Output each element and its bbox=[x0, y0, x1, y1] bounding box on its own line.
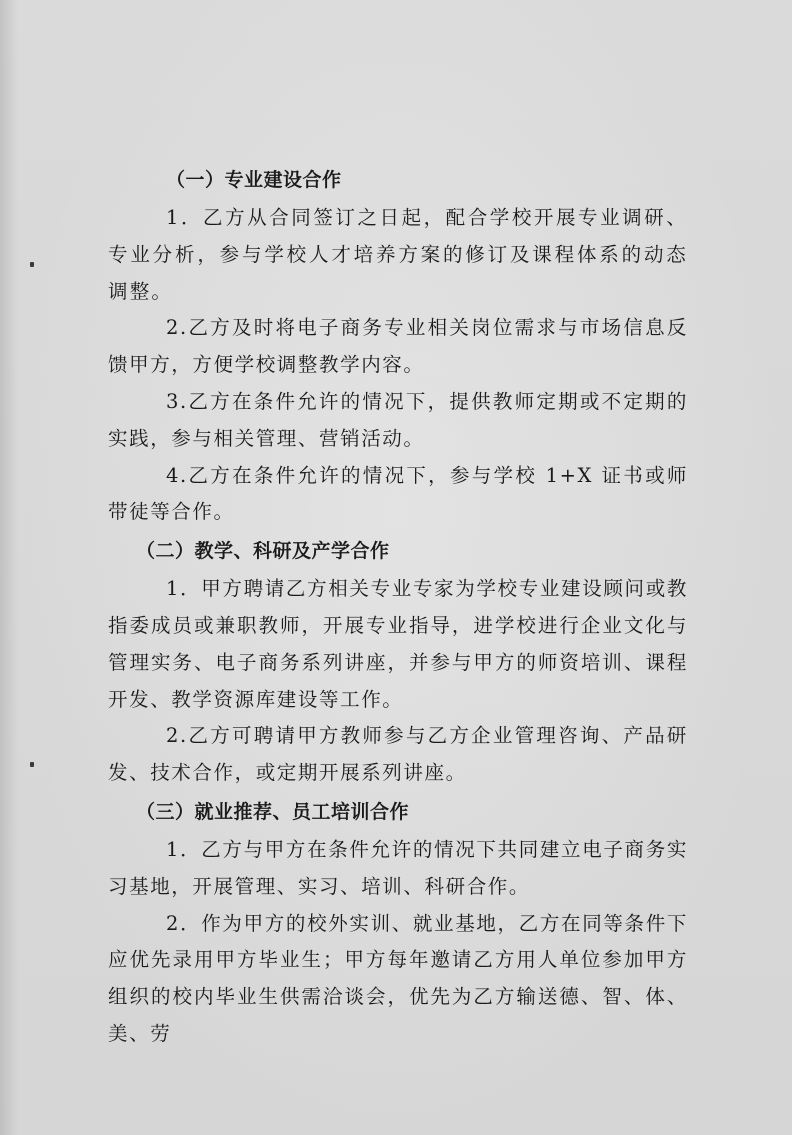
paragraph: 4.乙方在条件允许的情况下，参与学校 1+X 证书或师带徒等合作。 bbox=[108, 463, 688, 524]
section-heading: （二）教学、科研及产学合作 bbox=[136, 540, 390, 563]
document-body bbox=[108, 160, 688, 1053]
paragraph: 2．作为甲方的校外实训、就业基地，乙方在同等条件下应优先录用甲方毕业生；甲方每年邀请乙方用人单位参加甲方组织的校内毕业生供需洽谈会，优先为乙方输送德、智、体、美、劳 bbox=[108, 911, 688, 1045]
paragraph: 1．甲方聘请乙方相关专业专家为学校专业建设顾问或教指委成员或兼职教师，开展专业指导，进学校进行企业文化与管理实务、电子商务系列讲座，并参与甲方的师资培训、课程开发、教学资源库建设等工作。 bbox=[108, 577, 688, 711]
paragraph: 1．乙方从合同签订之日起，配合学校开展专业调研、专业分析，参与学校人才培养方案的修订及课程体系的动态调整。 bbox=[108, 206, 688, 303]
section-heading: （三）就业推荐、员工培训合作 bbox=[136, 800, 410, 823]
paragraph: 2.乙方可聘请甲方教师参与乙方企业管理咨询、产品研发、技术合作，或定期开展系列讲座。 bbox=[108, 724, 688, 785]
section-heading: （一）专业建设合作 bbox=[166, 169, 342, 191]
paragraph: 1．乙方与甲方在条件允许的情况下共同建立电子商务实习基地，开展管理、实习、培训、科研合作。 bbox=[108, 837, 688, 898]
paragraph: 2.乙方及时将电子商务专业相关岗位需求与市场信息反馈甲方，方便学校调整教学内容。 bbox=[108, 316, 688, 377]
paragraph: 3.乙方在条件允许的情况下，提供教师定期或不定期的实践，参与相关管理、营销活动。 bbox=[108, 389, 688, 450]
binding-hole-mark bbox=[30, 262, 34, 267]
binding-hole-mark bbox=[30, 762, 34, 767]
scan-edge-shadow bbox=[0, 0, 18, 1135]
